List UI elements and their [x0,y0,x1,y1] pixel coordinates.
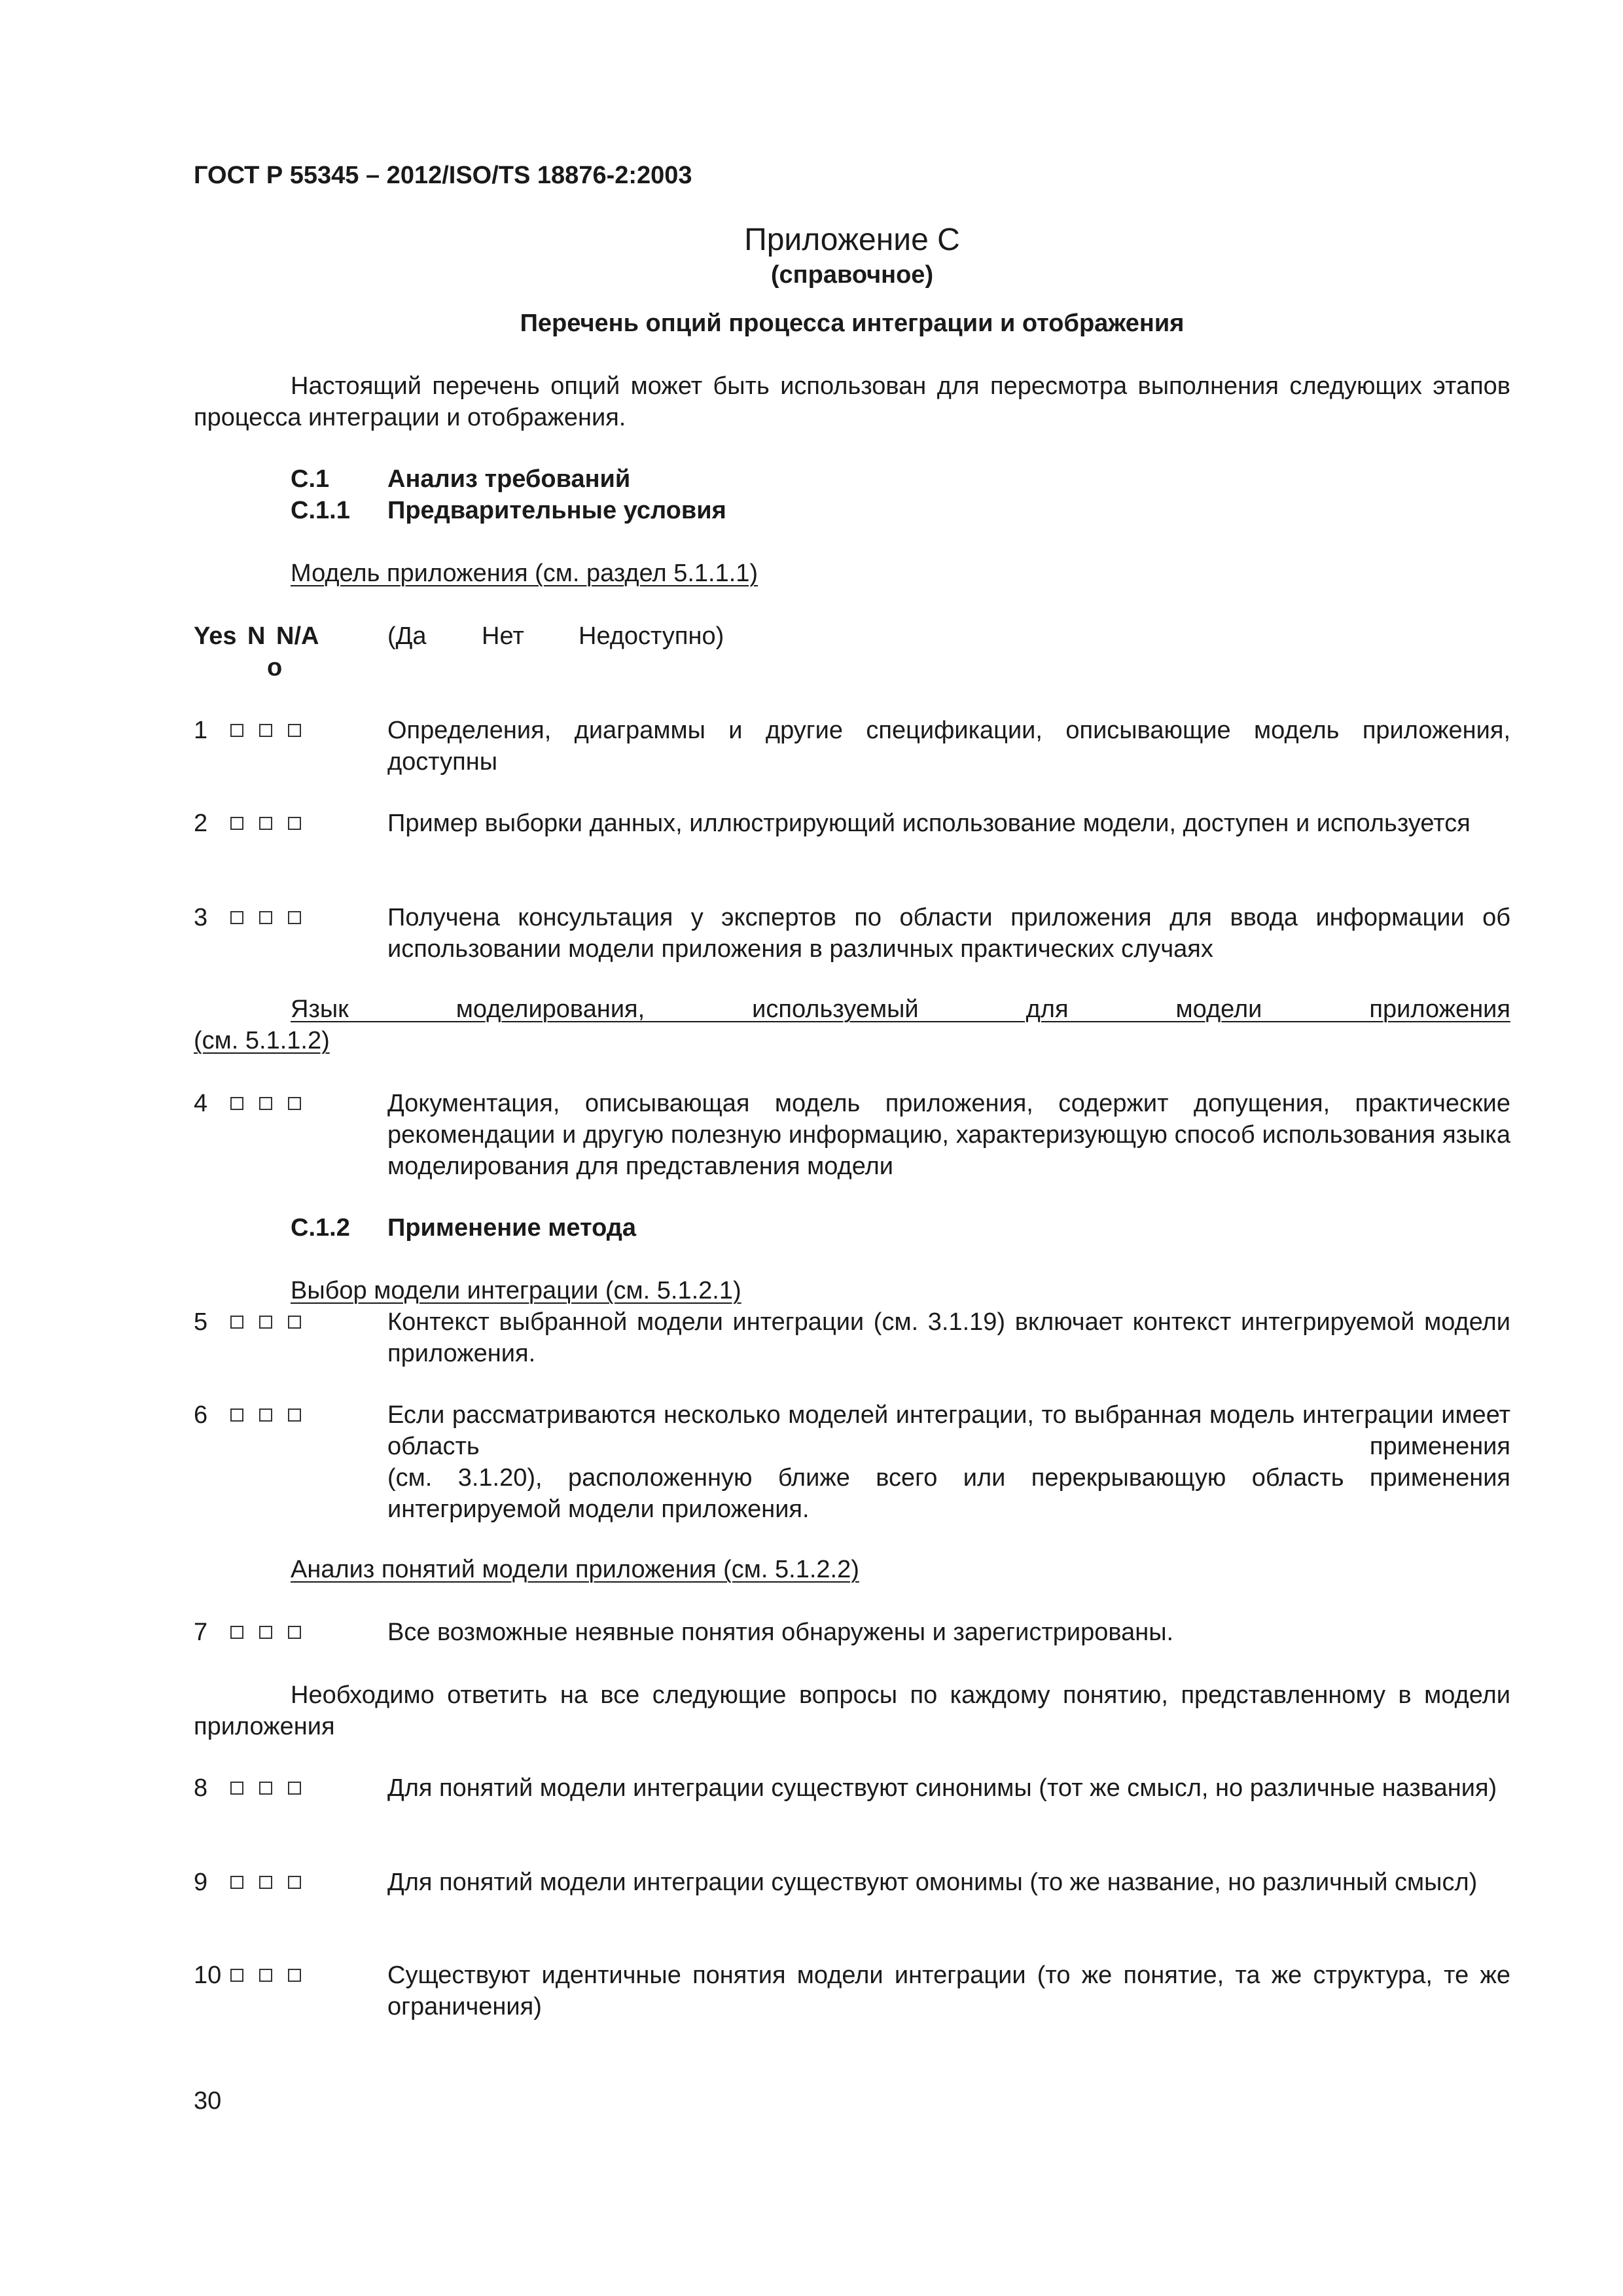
subhead-concept-analysis: Анализ понятий модели приложения (см. 5.1.2.2) [291,1556,859,1583]
note-paragraph: Необходимо ответить на все следующие вопросы по каждому понятию, представленному в модели приложения [194,1681,1510,1740]
item-number: 10 [194,1962,222,1989]
item-text: Пример выборки данных, иллюстрирующий использование модели, доступен и используется [387,810,1471,837]
checkbox-yes[interactable] [230,1097,243,1110]
item-text-continued: (см. 3.1.20), расположенную ближе всего или перекрывающую область применения интегрируемой модели приложения. [387,1464,1510,1523]
checkbox-no[interactable] [259,724,272,737]
appendix-subtitle: (справочное) [770,261,934,289]
appendix-title: Приложение С [744,223,960,257]
checkbox-na[interactable] [288,1969,301,1982]
section-c11-number: С.1.1 [291,497,350,524]
section-c11-title: Предварительные условия [387,497,726,524]
item-text: Для понятий модели интеграции существуют омонимы (то же название, но различный смысл) [387,1869,1478,1896]
checkbox-no[interactable] [259,911,272,924]
item-number: 5 [194,1308,208,1336]
legend-yes: Yes [194,622,237,650]
item-number: 6 [194,1401,208,1429]
section-c1-title: Анализ требований [387,465,631,493]
subhead-modeling-language: Язык моделирования, используемый для модели приложения [291,996,1510,1023]
subhead-application-model: Модель приложения (см. раздел 5.1.1.1) [291,560,758,587]
item-checkbox-group [230,902,315,924]
checkbox-na[interactable] [288,911,301,924]
item-number: 8 [194,1774,208,1802]
legend-no-tail: o [267,654,283,681]
item-text: Определения, диаграммы и другие спецификации, описывающие модель приложения, доступны [387,717,1510,776]
item-number: 2 [194,810,208,837]
item-number: 4 [194,1090,208,1117]
checkbox-yes[interactable] [230,724,243,737]
checkbox-no[interactable] [259,1626,272,1639]
checkbox-yes[interactable] [230,1782,243,1795]
legend-no: N [247,622,266,650]
checkbox-yes[interactable] [230,1626,243,1639]
checkbox-na[interactable] [288,817,301,830]
checkbox-yes[interactable] [230,817,243,830]
checkbox-na[interactable] [288,724,301,737]
legend-ru-na: Недоступно) [579,622,724,650]
item-text: Если рассматриваются несколько моделей интеграции, то выбранная модель интеграции имеет область применения [387,1401,1510,1460]
checkbox-na[interactable] [288,1626,301,1639]
section-c1-number: С.1 [291,465,330,493]
standard-code: ГОСТ Р 55345 – 2012/ISO/TS 18876-2:2003 [194,162,692,189]
legend-ru-no: Нет [482,622,524,650]
checkbox-no[interactable] [259,1408,272,1422]
item-checkbox-group [230,1399,315,1422]
item-number: 3 [194,904,208,931]
checkbox-na[interactable] [288,1097,301,1110]
checkbox-no[interactable] [259,1782,272,1795]
section-c12-number: С.1.2 [291,1214,350,1242]
item-checkbox-group [230,1306,315,1329]
item-checkbox-group [230,1960,315,1982]
item-text: Существуют идентичные понятия модели интеграции (то же понятие, та же структура, те же ограничения) [387,1962,1510,2020]
item-number: 7 [194,1619,208,1646]
checkbox-no[interactable] [259,1097,272,1110]
legend-na: N/A [276,622,319,650]
checkbox-yes[interactable] [230,1316,243,1329]
item-text: Документация, описывающая модель приложения, содержит допущения, практические рекомендации и другую полезную информацию, характеризующую способ использования языка моделирования для представления модели [387,1090,1510,1180]
checkbox-na[interactable] [288,1316,301,1329]
item-text: Для понятий модели интеграции существуют синонимы (тот же смысл, но различные названия) [387,1774,1497,1802]
checkbox-na[interactable] [288,1876,301,1889]
item-checkbox-group [230,1088,315,1110]
item-number: 9 [194,1869,208,1896]
checkbox-na[interactable] [288,1408,301,1422]
checkbox-no[interactable] [259,1969,272,1982]
appendix-heading: Перечень опций процесса интеграции и отображения [520,310,1185,337]
item-number: 1 [194,717,208,744]
page-number: 30 [194,2087,222,2115]
subhead-integration-model-choice: Выбор модели интеграции (см. 5.1.2.1) [291,1277,741,1304]
subhead-modeling-language-ref: (см. 5.1.1.2) [194,1027,330,1054]
checkbox-no[interactable] [259,817,272,830]
section-c12-title: Применение метода [387,1214,637,1242]
item-checkbox-group [230,1772,315,1795]
item-checkbox-group [230,715,315,737]
checkbox-yes[interactable] [230,911,243,924]
item-text: Все возможные неявные понятия обнаружены и зарегистрированы. [387,1619,1174,1646]
intro-paragraph: Настоящий перечень опций может быть использован для пересмотра выполнения следующих этапов процесса интеграции и отображения. [194,372,1510,431]
item-checkbox-group [230,1617,315,1639]
item-checkbox-group [230,1867,315,1889]
legend-ru-yes: (Да [387,622,427,650]
item-checkbox-group [230,808,315,830]
checkbox-yes[interactable] [230,1969,243,1982]
checkbox-yes[interactable] [230,1408,243,1422]
checkbox-no[interactable] [259,1876,272,1889]
checkbox-yes[interactable] [230,1876,243,1889]
checkbox-na[interactable] [288,1782,301,1795]
item-text: Контекст выбранной модели интеграции (см. 3.1.19) включает контекст интегрируемой модели приложения. [387,1308,1510,1367]
checkbox-no[interactable] [259,1316,272,1329]
item-text: Получена консультация у экспертов по области приложения для ввода информации об использовании модели приложения в различных практических случаях [387,904,1510,963]
